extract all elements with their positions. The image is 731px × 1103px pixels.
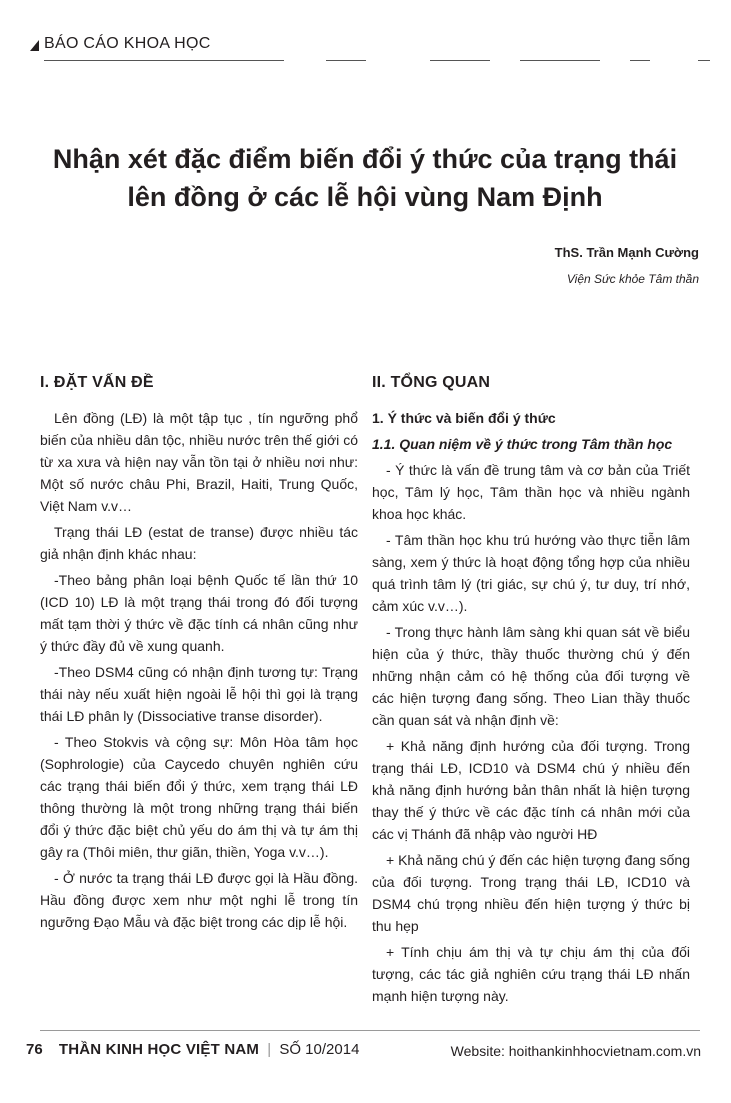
left-column xyxy=(40,372,358,937)
running-header xyxy=(30,32,710,62)
journal-name: THẦN KINH HỌC VIỆT NAM xyxy=(58,1041,260,1058)
header-rule xyxy=(44,60,284,61)
website-link[interactable]: Website: hoithankinhhocvietnam.com.vn xyxy=(450,1043,701,1059)
paragraph: - Theo Stokvis và cộng sự: Môn Hòa tâm học (Sophrologie) của Caycedo chuyên nghiên cứu các trạng thái biến đổi ý thức, xem trạng thái LĐ thông thường là một trong những trạng thái biến đổi ý thức đặc biệt chủ yếu do ám thị và tự ám thị gây ra (Thôi miên, thư giãn, thiền, Yoga v.v…). xyxy=(40,734,358,860)
header-rule xyxy=(630,60,650,61)
section-heading: I. ĐẶT VẤN ĐỀ xyxy=(40,374,154,391)
section-heading: II. TỔNG QUAN xyxy=(372,374,491,391)
header-rule xyxy=(326,60,366,61)
section-label: BÁO CÁO KHOA HỌC xyxy=(44,35,211,52)
subsection-heading: 1.1. Quan niệm về ý thức trong Tâm thần học xyxy=(372,436,673,452)
author-affiliation: Viện Sức khỏe Tâm thần xyxy=(566,272,699,286)
article-title xyxy=(20,140,710,216)
issue-number: SỐ 10/2014 xyxy=(279,1041,360,1058)
paragraph: - Ý thức là vấn đề trung tâm và cơ bản của Triết học, Tâm lý học, Tâm thần học và nhiều ngành khoa học khác. xyxy=(372,462,690,522)
header-rule xyxy=(430,60,490,61)
paragraph: Trạng thái LĐ (estat de transe) được nhiều tác giả nhận định khác nhau: xyxy=(40,524,358,562)
header-rule xyxy=(520,60,600,61)
paragraph: - Tâm thần học khu trú hướng vào thực tiễn lâm sàng, xem ý thức là hoạt động tổng hợp của nhiều quá trình tâm lý (tri giác, sự chú ý, tư duy, trí nhớ, cảm xúc v.v…). xyxy=(372,532,690,614)
paragraph: -Theo DSM4 cũng có nhận định tương tự: Trạng thái này nếu xuất hiện ngoài lễ hội thì gọi là trạng thái LĐ phân ly (Dissociative transe disorder). xyxy=(40,664,358,724)
paragraph: -Theo bảng phân loại bệnh Quốc tế lần thứ 10 (ICD 10) LĐ là một trạng thái trong đó đối tượng mất tạm thời ý thức về đặc tính cá nhân cũng như ý thức đầy đủ về xung quanh. xyxy=(40,572,358,654)
paragraph: + Tính chịu ám thị và tự chịu ám thị của đối tượng, các tác giả nghiên cứu trạng thái LĐ nhấn mạnh hiện tượng này. xyxy=(372,944,690,1004)
paragraph: - Ở nước ta trạng thái LĐ được gọi là Hầu đồng. Hầu đồng được xem như một nghi lễ trong tín ngưỡng Đạo Mẫu và đặc biệt trong các dịp lễ hội. xyxy=(40,870,358,930)
header-rule xyxy=(698,60,710,61)
triangle-icon xyxy=(30,40,39,51)
paragraph: Lên đồng (LĐ) là một tập tục , tín ngưỡng phổ biến của nhiều dân tộc, nhiều nước trên thế giới có từ xa xưa và hiện nay vẫn tồn tại ở nhiều nơi như: Một số nước châu Phi, Brazil, Haiti, Trung Quốc, Việt Nam v.v… xyxy=(40,410,358,514)
right-column xyxy=(372,372,690,1011)
paragraph: - Trong thực hành lâm sàng khi quan sát về biểu hiện của ý thức, thầy thuốc thường chú ý đến những nhận cảm có hệ thống của đối tượng về các hiện tượng đang sống. Theo Lian thầy thuốc cần quan sát và nhận định về: xyxy=(372,624,690,728)
title-line: Nhận xét đặc điểm biến đổi ý thức của trạng thái xyxy=(52,144,678,174)
title-line: lên đồng ở các lễ hội vùng Nam Định xyxy=(127,182,603,212)
subsection-heading: 1. Ý thức và biến đổi ý thức xyxy=(372,410,556,426)
paragraph: + Khả năng định hướng của đối tượng. Trong trạng thái LĐ, ICD10 và DSM4 chú ý nhiều đến khả năng định hướng bản thân nhất là hiện tượng thay thế ý thức về các đặc tính cá nhân mới của các vị Thánh đã nhập vào người HĐ xyxy=(372,738,690,842)
footer-journal xyxy=(26,1041,359,1058)
footer-rule xyxy=(40,1030,700,1031)
paragraph: + Khả năng chú ý đến các hiện tượng đang sống của đối tượng. Trong trạng thái LĐ, ICD10 và DSM4 chú trọng nhiều đến hiện tượng ý thức bị thu hẹp xyxy=(372,852,690,934)
footer-separator: | xyxy=(267,1041,272,1058)
author-name: ThS. Trần Mạnh Cường xyxy=(554,245,699,260)
page-number: 76 xyxy=(26,1041,43,1058)
